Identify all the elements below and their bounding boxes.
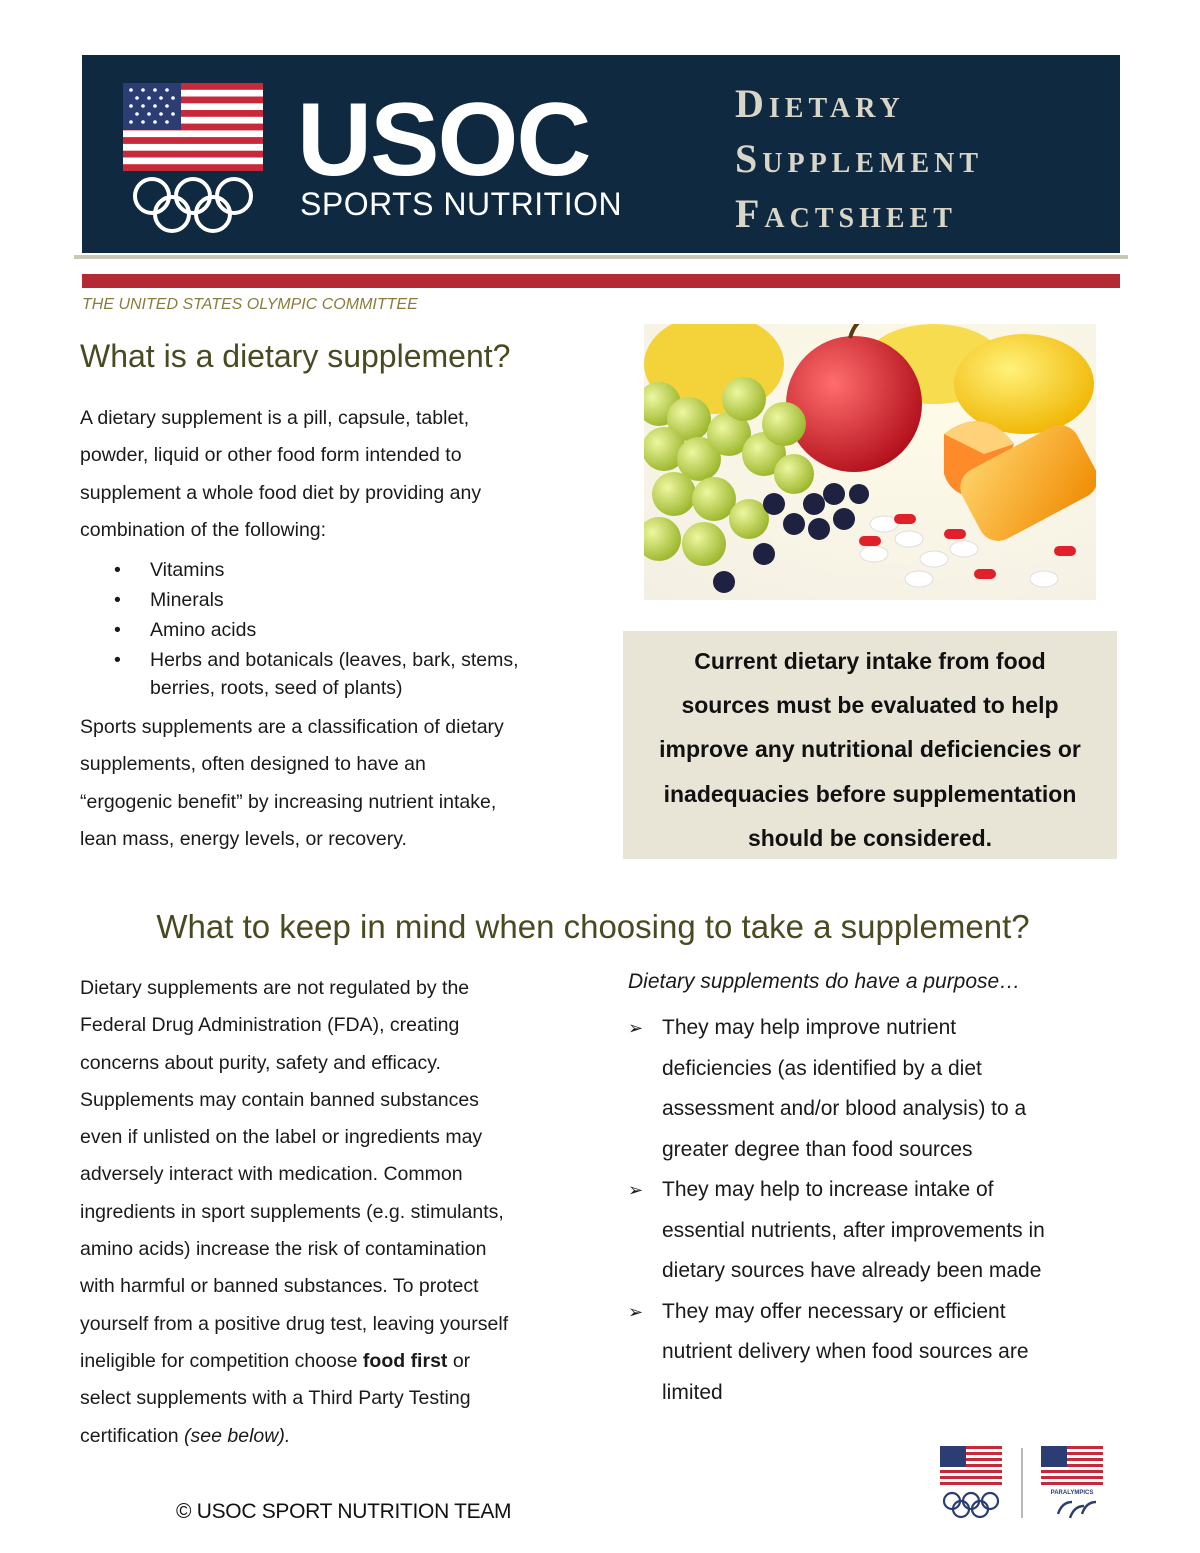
- paragraph-line: yourself from a positive drug test, leaving yourself: [80, 1312, 509, 1335]
- purpose-line: greater degree than food sources: [662, 1137, 973, 1161]
- callout-line: improve any nutritional deficiencies or: [659, 736, 1081, 763]
- list-item: • Amino acids: [112, 616, 582, 644]
- section2-heading: What to keep in mind when choosing to take a supplement?: [156, 908, 1030, 945]
- paragraph-line: [80, 1343, 580, 1380]
- purpose-line: They may help improve nutrient: [662, 1016, 957, 1039]
- paragraph-line: Dietary supplements are not regulated by the: [80, 977, 470, 999]
- purpose-line: limited: [662, 1380, 723, 1404]
- paragraph-line: concerns about purity, safety and efficacy.: [80, 1051, 441, 1074]
- text-run: or: [447, 1349, 471, 1372]
- food-first-emphasis: food first: [362, 1349, 448, 1372]
- purpose-line: assessment and/or blood analysis) to a: [662, 1097, 1027, 1120]
- purpose-line: They may help to increase intake of: [662, 1178, 994, 1201]
- title-line-1: Dietary: [735, 81, 905, 126]
- purpose-list: [628, 1008, 1128, 1413]
- purpose-item: [628, 1170, 1128, 1292]
- section1-intro: [80, 400, 580, 549]
- purpose-line: essential nutrients, after improvements in: [662, 1218, 1045, 1242]
- paragraph-line: even if unlisted on the label or ingredients may: [80, 1126, 483, 1149]
- text-run: certification: [80, 1424, 185, 1447]
- see-below-note: (see below).: [184, 1424, 291, 1447]
- footer-copyright: © USOC SPORT NUTRITION TEAM: [176, 1500, 512, 1523]
- paragraph-line: Sports supplements are a classification of dietary: [80, 716, 504, 738]
- list-item: • Vitamins: [112, 556, 582, 584]
- intro-line: combination of the following:: [80, 518, 327, 541]
- purpose-line: dietary sources have already been made: [662, 1259, 1042, 1282]
- brand-logo-text: USOC: [297, 82, 590, 198]
- arrow-bullet-icon: ➢: [628, 1180, 644, 1200]
- title-line-3: Factsheet: [735, 191, 957, 236]
- paragraph-line: select supplements with a Third Party Testing: [80, 1387, 471, 1410]
- paragraph-line: [80, 1418, 580, 1455]
- brand-subtitle: SPORTS NUTRITION: [300, 186, 623, 222]
- olympic-flag-logo: [940, 1446, 1002, 1517]
- paragraph-line: adversely interact with medication. Common: [80, 1163, 463, 1186]
- callout-line: sources must be evaluated to help: [681, 692, 1059, 719]
- purpose-line: nutrient delivery when food sources are: [662, 1340, 1029, 1363]
- purpose-intro: Dietary supplements do have a purpose…: [628, 970, 1021, 993]
- purpose-item: [628, 1008, 1128, 1170]
- intro-line: A dietary supplement is a pill, capsule, tablet,: [80, 407, 470, 429]
- paragraph-line: amino acids) increase the risk of contamination: [80, 1238, 487, 1261]
- red-accent-bar: [82, 274, 1120, 288]
- paragraph-line: ingredients in sport supplements (e.g. stimulants,: [80, 1200, 504, 1223]
- arrow-bullet-icon: ➢: [628, 1301, 644, 1322]
- paragraph-line: “ergogenic benefit” by increasing nutrient intake,: [80, 790, 497, 813]
- paralympic-flag-logo: [1041, 1446, 1103, 1518]
- committee-label: THE UNITED STATES OLYMPIC COMMITTEE: [82, 296, 418, 313]
- purpose-line: deficiencies (as identified by a diet: [662, 1056, 982, 1080]
- paragraph-line: with harmful or banned substances. To protect: [80, 1275, 479, 1298]
- regulation-paragraph: [80, 970, 580, 1455]
- paragraph-line: Federal Drug Administration (FDA), creating: [80, 1014, 460, 1037]
- us-flag-icon: [123, 83, 263, 171]
- list-item: • Minerals: [112, 586, 582, 614]
- sports-supplements-paragraph: [80, 709, 580, 858]
- purpose-item: [628, 1292, 1128, 1414]
- callout-text: [623, 639, 1117, 860]
- callout-line: should be considered.: [747, 824, 993, 851]
- paragraph-line: supplements, often designed to have an: [80, 753, 426, 776]
- intro-line: powder, liquid or other food form intended to: [80, 444, 462, 467]
- arrow-bullet-icon: ➢: [628, 1018, 644, 1038]
- callout-line: inadequacies before supplementation: [663, 780, 1077, 807]
- olympic-rings-icon: [128, 176, 258, 236]
- intro-line: supplement a whole food diet by providing any: [80, 481, 482, 504]
- paragraph-line: Supplements may contain banned substances: [80, 1088, 479, 1111]
- title-line-2: Supplement: [735, 136, 984, 181]
- purpose-line: They may offer necessary or efficient: [662, 1299, 1006, 1323]
- banner-divider: [74, 255, 1128, 259]
- list-item: • Herbs and botanicals (leaves, bark, stems, berries, roots, seed of plants): [112, 646, 560, 702]
- text-run: ineligible for competition choose: [80, 1349, 363, 1372]
- fruit-and-pills-photo: [644, 324, 1096, 600]
- supplement-types-list: [112, 556, 582, 704]
- svg-text:PARALYMPICS: PARALYMPICS: [1050, 1490, 1094, 1496]
- section1-heading: What is a dietary supplement?: [80, 338, 511, 374]
- callout-line: Current dietary intake from food: [694, 648, 1046, 674]
- team-usa-logos: [938, 1444, 1106, 1530]
- paragraph-line: lean mass, energy levels, or recovery.: [80, 827, 407, 850]
